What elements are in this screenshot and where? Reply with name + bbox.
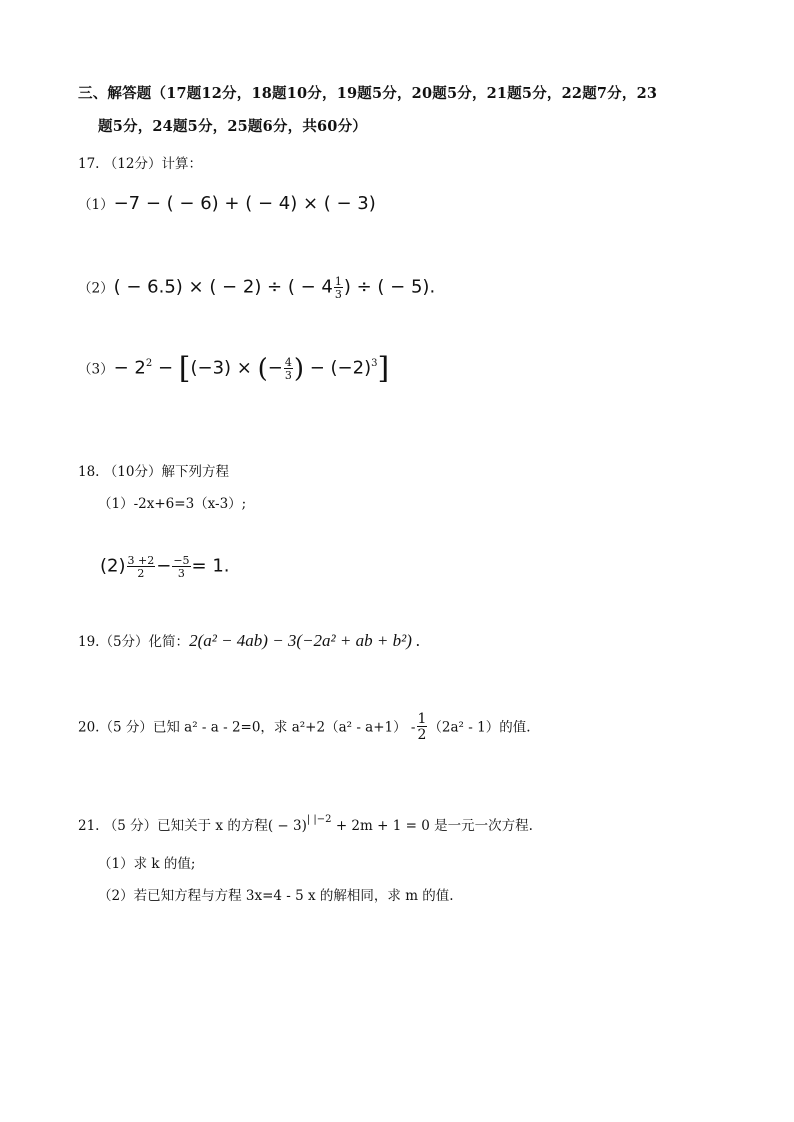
q21-part1: （1）求 k 的值; <box>98 856 196 872</box>
q20 <box>78 712 531 742</box>
q18-part2-rhs: = 1. <box>191 555 230 577</box>
q18-part2-fraction2 <box>172 555 190 579</box>
q21-exp: | |−2 <box>306 814 332 825</box>
q17-part1-label: （1） <box>78 197 114 213</box>
q21 <box>78 814 533 834</box>
q18-part2-label: (2) <box>100 555 126 577</box>
q20-fraction <box>417 712 428 742</box>
q17-header: 17. （12分）计算： <box>78 156 202 172</box>
q18-part2-minus: − <box>156 555 172 577</box>
q18-header: 18. （10分）解下列方程 <box>78 464 229 480</box>
right-bracket: ] <box>377 351 390 386</box>
q20-post: （2a² - 1）的值. <box>428 719 531 736</box>
q17-part1-expr: −7 − ( − 6) + ( − 4) × ( − 3) <box>113 193 376 214</box>
q17-part1 <box>78 193 376 214</box>
right-paren: ) <box>293 354 304 384</box>
q19-expr: 2(a² − 4ab) − 3(−2a² + ab + b²) . <box>189 631 421 650</box>
q17-part2-pre: ( − 6.5) × ( − 2) ÷ ( − 4 <box>113 276 333 298</box>
q18-part2-f1-num: 3 +2 <box>127 554 155 567</box>
q18-part2 <box>100 555 230 579</box>
q17-part3-label: （3） <box>78 361 114 378</box>
q17-part3 <box>78 351 390 386</box>
q17-part3-term-e: − (−2) <box>304 357 372 379</box>
q19-header: 19.（5分）化简： <box>78 634 190 650</box>
left-paren: ( <box>257 354 268 384</box>
q18-part2-f2-den: 3 <box>177 567 185 580</box>
q17-part2-frac-num: 1 <box>334 275 342 288</box>
q17-part2-label: （2） <box>78 280 114 297</box>
q20-pre: 20.（5 分）已知 a² - a - 2=0，求 a²+2（a² - a+1） - <box>78 719 416 736</box>
q18-part2-f2-num: −5 <box>173 554 190 567</box>
q20-frac-den: 2 <box>417 727 427 743</box>
q17-part3-exp-e: 3 <box>371 357 378 369</box>
q19 <box>78 630 420 651</box>
q18-part2-fraction1 <box>127 555 156 579</box>
q21-part2: （2）若已知方程与方程 3x=4 - 5 x 的解相同，求 m 的值. <box>98 888 454 904</box>
q17-part3-exp-a: 2 <box>145 357 153 369</box>
q17-part2-fraction <box>334 276 343 300</box>
q21-post: + 2m + 1 = 0 是一元一次方程. <box>331 818 533 834</box>
left-bracket: [ <box>178 351 191 386</box>
q17-part3-term-c: (−3) × <box>190 357 258 379</box>
q17-part2-post: ) ÷ ( − 5). <box>343 276 436 298</box>
q17-part2-frac-den: 3 <box>334 288 342 301</box>
section-heading-line1: 三、解答题（17题12分，18题10分，19题5分，20题5分，21题5分，22题7分，23 <box>78 85 658 102</box>
q17-part3-frac-num: 4 <box>284 356 292 369</box>
q18-part2-f1-den: 2 <box>137 567 145 580</box>
q17-part3-minus: − <box>152 357 179 379</box>
q18-part1: （1）-2x+6=3（x-3）; <box>98 496 247 512</box>
q17-part3-fraction <box>284 357 293 381</box>
q20-frac-num: 1 <box>417 711 427 727</box>
q17-part2 <box>78 276 435 300</box>
q21-pre: 21. （5 分）已知关于 x 的方程( − 3) <box>78 818 307 834</box>
q17-part3-neg: − <box>267 357 283 379</box>
q17-part3-term-a: − 2 <box>113 357 146 379</box>
section-heading-line2: 题5分，24题5分，25题6分，共60分） <box>98 118 368 135</box>
q17-part3-frac-den: 3 <box>284 369 292 382</box>
